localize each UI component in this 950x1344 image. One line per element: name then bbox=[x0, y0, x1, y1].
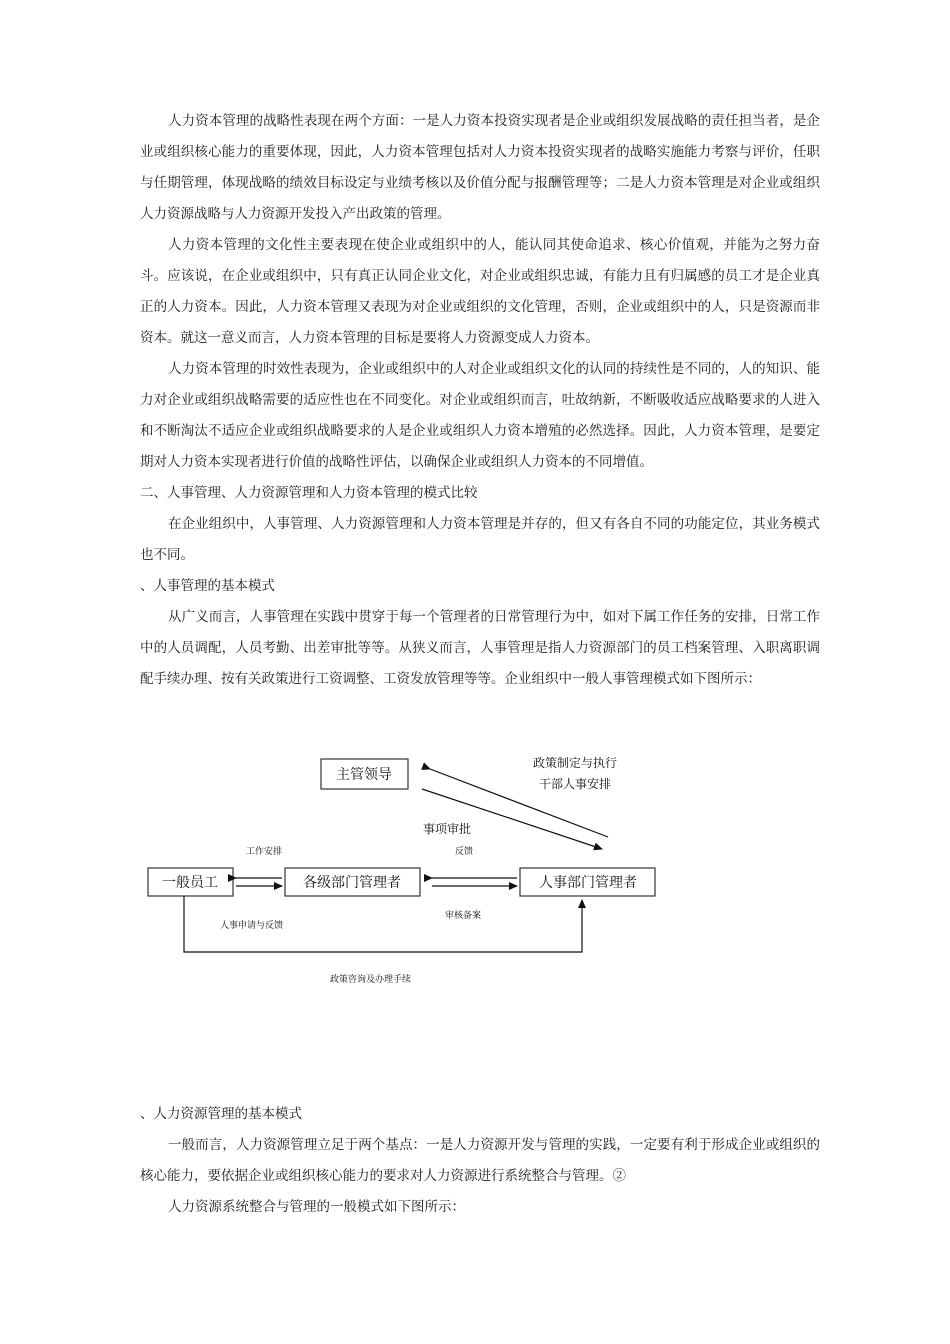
employee-box-label: 一般员工 bbox=[162, 875, 218, 891]
label-apply-feedback: 人事申请与反馈 bbox=[220, 921, 284, 931]
employee-box bbox=[148, 868, 233, 896]
paragraph-coexist: 在企业组织中，人事管理、人力资源管理和人力资本管理是并存的，但又有各自不同的功能定位，其业务模式也不同。 bbox=[140, 516, 820, 563]
label-policy-line2: 干部人事安排 bbox=[539, 777, 612, 791]
paragraph-timeliness: 人力资本管理的时效性表现为，企业或组织中的人对企业或组织文化的认同的持续性是不同的，人的知识、能力对企业或组织战略需要的适应性也在不同变化。对企业或组织而言，吐故纳新，不断吸收适应战略要求的人进入和不断淘汰不适应企业或组织战略要求的人是企业或组织人力资本增殖的必然选择。因此，人力资本管理，是要定期对人力资本实现者进行价值的战略性评估，以确保企业或组织人力资本的不同增值。 bbox=[140, 361, 820, 470]
leader-box bbox=[321, 759, 408, 789]
hr-manager-box bbox=[520, 868, 655, 896]
label-audit-record: 审核备案 bbox=[445, 911, 482, 921]
subheading-personnel-model: 、人事管理的基本模式 bbox=[140, 578, 275, 594]
dept-managers-box bbox=[285, 868, 420, 896]
label-feedback: 反馈 bbox=[455, 847, 474, 857]
paragraph-cultural: 人力资本管理的文化性主要表现在使企业或组织中的人，能认同其使命追求、核心价值观，并能为之努力奋斗。应该说，在企业或组织中，只有真正认同企业文化，对企业或组织忠诚，有能力且有归属感的员工才是企业真正的人力资本。因此，人力资本管理又表现为对企业或组织的文化管理，否则，企业或组织中的人，只是资源而非资本。就这一意义而言，人力资本管理的目标是要将人力资源变成人力资本。 bbox=[140, 237, 820, 346]
label-work-arrange: 工作安排 bbox=[246, 847, 283, 857]
subheading-hr-model: 、人力资源管理的基本模式 bbox=[140, 1106, 302, 1122]
personnel-management-diagram bbox=[140, 745, 670, 995]
paragraph-strategic: 人力资本管理的战略性表现在两个方面：一是人力资本投资实现者是企业或组织发展战略的责任担当者，是企业或组织核心能力的重要体现，因此，人力资本管理包括对人力资本投资实现者的战略实施能力考察与评价，任职与任期管理，体现战略的绩效目标设定与业绩考核以及价值分配与报酬管理等；二是人力资本管理是对企业或组织人力资源战略与人力资源开发投入产出政策的管理。 bbox=[140, 113, 820, 222]
hr-manager-box-label: 人事部门管理者 bbox=[539, 875, 637, 891]
label-policy-consult: 政策咨询及办理手续 bbox=[330, 975, 412, 985]
section-heading-comparison: 二、人事管理、人力资源管理和人力资本管理的模式比较 bbox=[140, 485, 478, 501]
label-policy-line1: 政策制定与执行 bbox=[533, 756, 618, 770]
dept-managers-box-label: 各级部门管理者 bbox=[303, 875, 401, 891]
label-approval: 事项审批 bbox=[423, 822, 472, 836]
arrow-hr-to-leader bbox=[422, 789, 602, 849]
paragraph-personnel: 从广义而言，人事管理在实践中贯穿于每一个管理者的日常管理行为中，如对下属工作任务的安排，日常工作中的人员调配，人员考勤、出差审批等等。从狭义而言，人事管理是指人力资源部门的员工档案管理、入职离职调配手续办理、按有关政策进行工资调整、工资发放管理等等。企业组织中一般人事管理模式如下图所示： bbox=[140, 609, 820, 687]
paragraph-hr-integration: 人力资源系统整合与管理的一般模式如下图所示： bbox=[168, 1199, 465, 1215]
leader-box-label: 主管领导 bbox=[336, 767, 392, 783]
paragraph-hr-basis: 一般而言，人力资源管理立足于两个基点：一是人力资源开发与管理的实践，一定要有利于形成企业或组织的核心能力，要依据企业或组织核心能力的要求对人力资源进行系统整合与管理。② bbox=[140, 1137, 820, 1184]
